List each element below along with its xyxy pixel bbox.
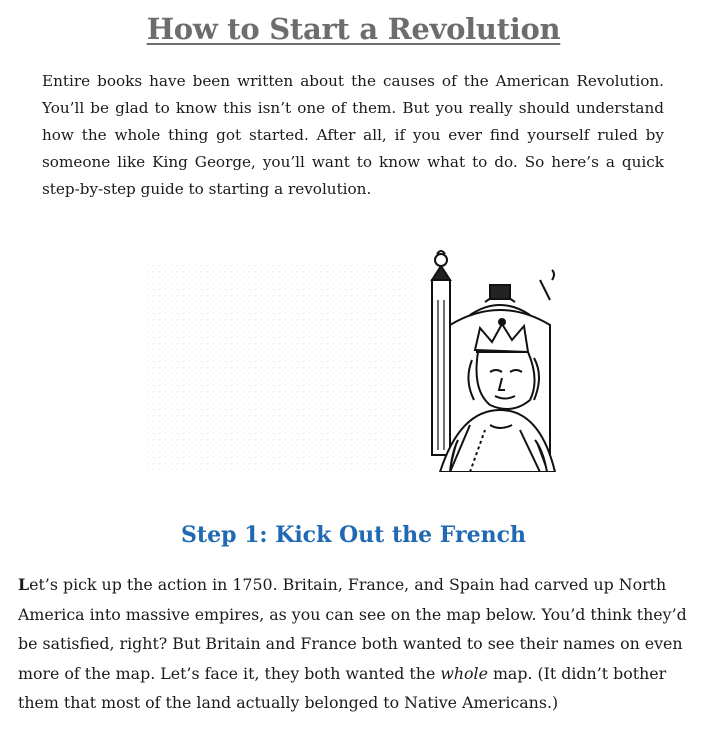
drop-cap-letter: L [18,575,30,594]
step-1-paragraph [18,570,690,718]
background-texture [145,265,415,470]
intro-paragraph: Entire books have been written about the causes of the American Revolution. You’ll be glad to know this isn’t one of them. But you really should understand how the whole thing got started. After all, if you ever find yourself ruled by someone like King George, you’ll want to know what to do. So here’s a quick step-by-step guide to starting a revolution. [42,72,664,198]
step-1-text-part-2: map. (It didn’t bother them that most of the land actually belonged to Native Americans.) [18,663,667,712]
emphasis-word: whole [440,663,488,683]
page-title: How to Start a Revolution [146,12,561,46]
step-1-text-part-1: et’s pick up the action in 1750. Britain, France, and Spain had carved up North America into massive empires, as you can see on the map below. You’d think they’d be satisfied, right? But Britain and France both wanted to see their names on even more of the map. Let’s face it, they both wanted the [18,575,687,683]
king-on-throne-illustration [140,240,570,472]
throne-left-post [432,251,450,455]
step-1-heading: Step 1: Kick Out the French [181,522,526,548]
